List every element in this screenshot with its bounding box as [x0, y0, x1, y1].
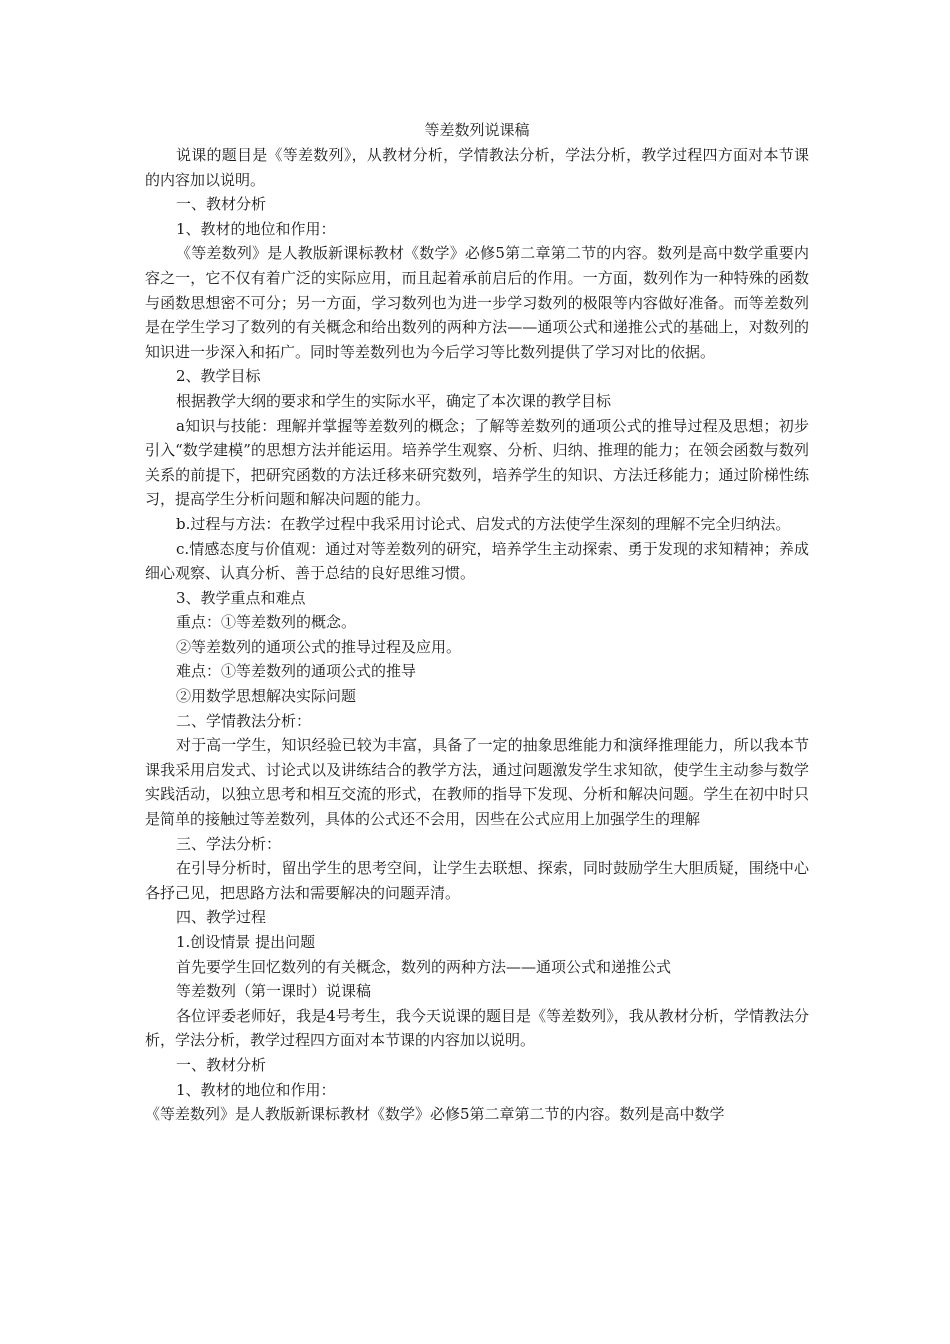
subheading-position-role: 1、教材的地位和作用：	[176, 219, 336, 238]
key-point-1: 重点：①等差数列的概念。	[176, 613, 357, 632]
heading-textbook-analysis: 一、教材分析	[176, 195, 267, 214]
paragraph-goals-intro: 根据教学大纲的要求和学生的实际水平，确定了本次课的教学目标	[176, 391, 612, 410]
paragraph-goal-a: a知识与技能：理解并掌握等差数列的概念；了解等差数列的通项公式的推导过程及思想；初步引入“数学建模”的思想方法并能运用。培养学生观察、分析、归纳、推理的能力；在领会函数与数列关系的前提下，把研究函数的方法迁移来研究数列，培养学生的知识、方法迁移能力；通过阶梯性练习，提高学生分析问题和解决问题的能力。	[145, 416, 809, 509]
paragraph-student-analysis: 对于高一学生，知识经验已较为丰富，具备了一定的抽象思维能力和演绎推理能力，所以我本节课我采用启发式、讨论式以及讲练结合的教学方法，通过问题激发学生求知欲，使学生主动参与数学实践活动，以独立思考和相互交流的形式，在教师的指导下发现、分析和解决问题。学生在初中时只是简单的接触过等差数列，具体的公式还不会用，因些在公式应用上加强学生的理解	[145, 736, 809, 829]
paragraph-position-role-2: 《等差数列》是人教版新课标教材《数学》必修5第二章第二节的内容。数列是高中数学	[145, 1105, 725, 1124]
second-draft-title: 等差数列（第一课时）说课稿	[176, 982, 372, 1001]
heading-textbook-analysis-2: 一、教材分析	[176, 1055, 267, 1074]
paragraph-greeting: 各位评委老师好，我是4号考生，我今天说课的题目是《等差数列》，我从教材分析，学情教法分析，学法分析，教学过程四方面对本节课的内容加以说明。	[145, 1006, 809, 1050]
subheading-teaching-goals: 2、教学目标	[176, 367, 261, 386]
key-point-2: ②等差数列的通项公式的推导过程及应用。	[176, 637, 462, 656]
subheading-position-role-2: 1、教材的地位和作用：	[176, 1080, 336, 1099]
difficulty-1: 难点：①等差数列的通项公式的推导	[176, 662, 417, 681]
document-page	[145, 118, 809, 1127]
paragraph-scenario: 首先要学生回忆数列的有关概念，数列的两种方法——通项公式和递推公式	[176, 957, 672, 976]
heading-teaching-process: 四、教学过程	[176, 908, 267, 927]
subheading-key-points: 3、教学重点和难点	[176, 588, 306, 607]
heading-student-analysis: 二、学情教法分析：	[176, 711, 312, 730]
paragraph-position-role: 《等差数列》是人教版新课标教材《数学》必修5第二章第二节的内容。数列是高中数学重要内容之一，它不仅有着广泛的实际应用，而且起着承前启后的作用。一方面，数列作为一种特殊的函数与函数思想密不可分；另一方面，学习数列也为进一步学习数列的极限等内容做好准备。而等差数列是在学生学习了数列的有关概念和给出数列的两种方法——通项公式和递推公式的基础上，对数列的知识进一步深入和拓广。同时等差数列也为今后学习等比数列提供了学习对比的依据。	[145, 244, 809, 361]
paragraph-intro: 说课的题目是《等差数列》，从教材分析，学情教法分析，学法分析，教学过程四方面对本节课的内容加以说明。	[145, 146, 809, 189]
subheading-scenario: 1.创设情景 提出问题	[176, 933, 316, 951]
paragraph-learning-method: 在引导分析时，留出学生的思考空间，让学生去联想、探索，同时鼓励学生大胆质疑，围绕中心各抒己见，把思路方法和需要解决的问题弄清。	[145, 859, 809, 902]
heading-learning-method: 三、学法分析：	[176, 834, 282, 853]
difficulty-2: ②用数学思想解决实际问题	[176, 687, 357, 706]
paragraph-goal-c: c.情感态度与价值观：通过对等差数列的研究，培养学生主动探索、勇于发现的求知精神；养成细心观察、认真分析、善于总结的良好思维习惯。	[145, 539, 809, 583]
paragraph-goal-b: b.过程与方法：在教学过程中我采用讨论式、启发式的方法使学生深刻的理解不完全归纳法。	[176, 514, 791, 533]
document-title: 等差数列说课稿	[424, 121, 530, 139]
